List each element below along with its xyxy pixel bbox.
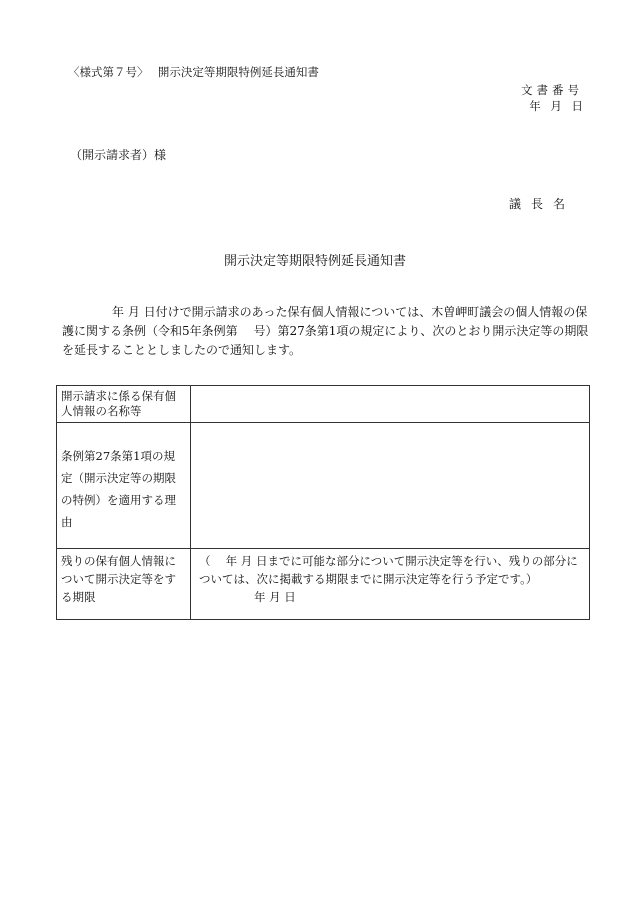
deadline-text: （ 年 月 日までに可能な部分について開示決定等を行い、残りの部分については、次に掲載する期限までに開示決定等を行う予定です。） [199, 554, 578, 586]
table-row [57, 549, 590, 620]
document-date: 年 月 日 [529, 99, 583, 113]
row-value-reason [191, 423, 590, 549]
document-number: 文書番号 [521, 83, 583, 97]
row-value-deadline [191, 549, 590, 620]
document-title: 開示決定等期限特例延長通知書 [223, 254, 406, 269]
deadline-date: 年 月 日 [254, 590, 296, 604]
info-table [56, 385, 590, 620]
table-row [57, 386, 590, 423]
row-label-deadline: 残りの保有個人情報について開示決定等をする期限 [57, 549, 191, 620]
row-label-reason: 条例第27条第1項の規定（開示決定等の期限の特例）を適用する理由 [57, 423, 191, 549]
body-paragraph: 年 月 日付けで開示請求のあった保有個人情報については、木曽岬町議会の個人情報の保護に関する条例（令和5年条例第 号）第27条第1項の規定により、次のとおり開示決定等の期限を延長することとしましたので通知します。 [62, 305, 589, 357]
table-row [57, 423, 590, 549]
addressee: （開示請求者）様 [70, 148, 167, 162]
chair-name: 議長名 [508, 197, 575, 211]
form-label: 〈様式第７号〉 開示決定等期限特例延長通知書 [68, 65, 319, 79]
row-value-request-info [191, 386, 590, 423]
row-label-request-info: 開示請求に係る保有個人情報の名称等 [57, 386, 191, 423]
